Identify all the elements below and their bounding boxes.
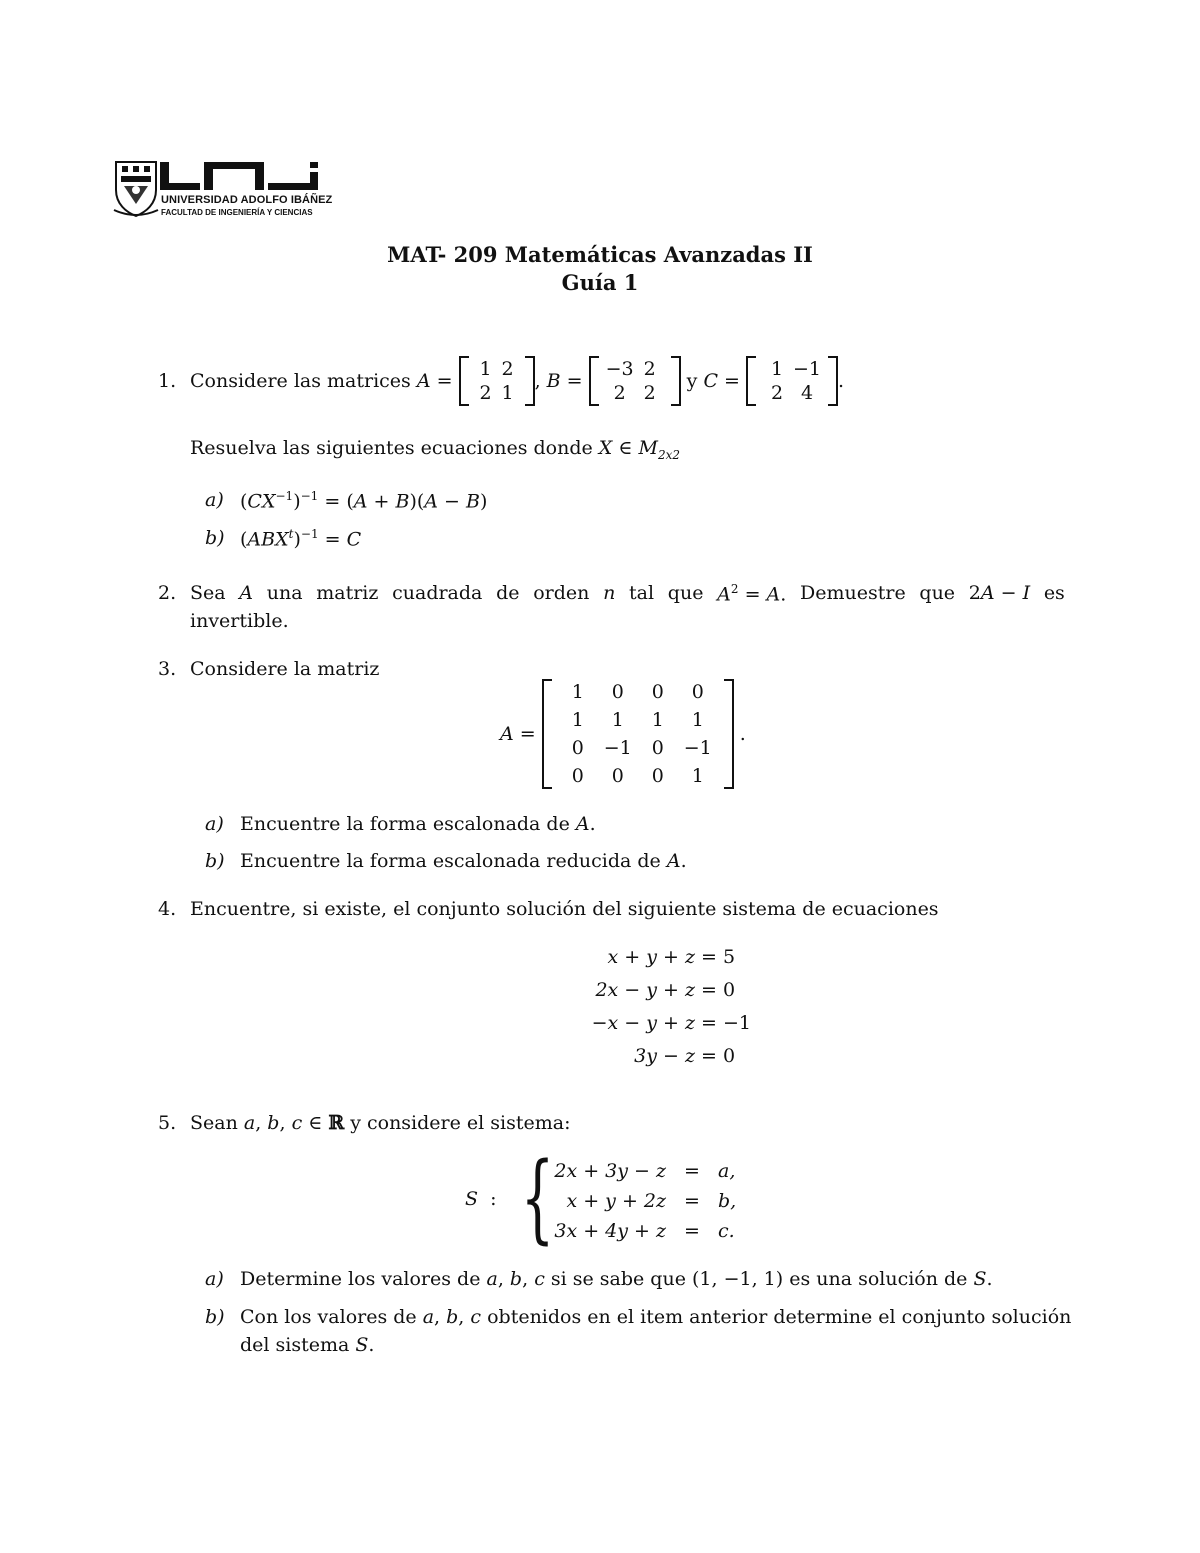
system-lhs: 3x + 4y + z xyxy=(554,1220,666,1242)
problem-3a-text: Encuentre la forma escalonada de A. xyxy=(240,813,596,835)
matrix-B: −3 2 2 2 xyxy=(589,356,681,406)
document-title: MAT- 209 Matemáticas Avanzadas II xyxy=(387,242,813,267)
problem-3-matrix-equation: A = 1 0 0 0 1 1 1 1 0 −1 0 −1 0 0 0 1 . xyxy=(500,681,746,787)
uai-wordmark-icon xyxy=(160,162,336,192)
equation-lhs: 3y − z xyxy=(634,1045,695,1067)
system-lhs: x + y + 2z xyxy=(566,1190,666,1212)
problem-3b-text: Encuentre la forma escalonada reducida de A. xyxy=(240,850,687,872)
problem-5b-line2: del sistema S. xyxy=(240,1334,375,1356)
equation-rhs: = 5 xyxy=(695,946,736,968)
problem-1-statement: Considere las matrices A = 1 2 2 1 , B = −3 2 2 2 y C = 1 −1 2 4 . xyxy=(190,358,845,404)
system-rhs: c. xyxy=(718,1220,735,1242)
problem-3a-label: a) xyxy=(205,813,224,835)
problem-2-number: 2. xyxy=(158,582,177,604)
problem-5-intro: Sean a, b, c ∈ ℝ y considere el sistema: xyxy=(190,1112,571,1134)
equation-rhs: = 0 xyxy=(695,1045,736,1067)
equation-rhs: = −1 xyxy=(695,1012,752,1034)
problem-5-number: 5. xyxy=(158,1112,177,1134)
problem-1b-label: b) xyxy=(205,527,225,549)
problem-1-intro: Considere las matrices xyxy=(190,370,411,392)
system-rhs: a, xyxy=(718,1160,736,1182)
problem-3-intro: Considere la matriz xyxy=(190,658,380,680)
problem-2-line2: invertible. xyxy=(190,610,289,632)
problem-5-system: 2x + 3y − z = a, x + y + 2z = b, 3x + 4y + z = c. xyxy=(538,1160,758,1242)
problem-5b-label: b) xyxy=(205,1306,225,1328)
problem-1a-equation: $(CX^{-1})^{-1} = (A + B)(A - B)$ xyxy=(240,489,488,513)
problem-1a-label: a) xyxy=(205,489,224,511)
equation-lhs: 2x − y + z xyxy=(595,979,695,1001)
system-brace: { xyxy=(520,1142,555,1254)
matrix-A-4x4: 1 0 0 0 1 1 1 1 0 −1 0 −1 0 0 0 1 xyxy=(542,679,734,789)
problem-3b-label: b) xyxy=(205,850,225,872)
system-rhs: b, xyxy=(718,1190,737,1212)
system-label: S : xyxy=(465,1188,497,1210)
matrix-A: 1 2 2 1 xyxy=(459,356,535,406)
problem-1-number: 1. xyxy=(158,370,177,392)
problem-5b-text: Con los valores de a, b, c obtenidos en el item anterior determine el conjunto solución xyxy=(240,1306,1072,1328)
problem-2-statement: Sea A una matriz cuadrada de orden n tal que $A^2 = A$. Demuestre que 2A − I es xyxy=(190,582,1065,606)
university-seal-icon xyxy=(112,160,160,218)
university-logo xyxy=(112,160,337,220)
problem-4-system xyxy=(520,946,752,1067)
equation-lhs: x + y + z xyxy=(607,946,695,968)
university-name: UNIVERSIDAD ADOLFO IBÁÑEZ xyxy=(161,194,333,206)
matrix-C: 1 −1 2 4 xyxy=(746,356,838,406)
faculty-name: FACULTAD DE INGENIERÍA Y CIENCIAS xyxy=(161,208,313,217)
equation-lhs: −x − y + z xyxy=(591,1012,695,1034)
problem-4-intro: Encuentre, si existe, el conjunto solución del siguiente sistema de ecuaciones xyxy=(190,898,939,920)
problem-5a-label: a) xyxy=(205,1268,224,1290)
problem-1b-equation: $(ABX^t)^{-1} = C$ xyxy=(240,527,362,551)
problem-1-instruction: Resuelva las siguientes ecuaciones donde X ∈ $M_{2x2}$ xyxy=(190,437,680,462)
equation-rhs: = 0 xyxy=(695,979,736,1001)
problem-5a-text: Determine los valores de a, b, c si se sabe que (1, −1, 1) es una solución de S. xyxy=(240,1268,993,1290)
document-subtitle: Guía 1 xyxy=(561,270,639,295)
problem-4-number: 4. xyxy=(158,898,177,920)
problem-3-number: 3. xyxy=(158,658,177,680)
system-lhs: 2x + 3y − z xyxy=(554,1160,666,1182)
